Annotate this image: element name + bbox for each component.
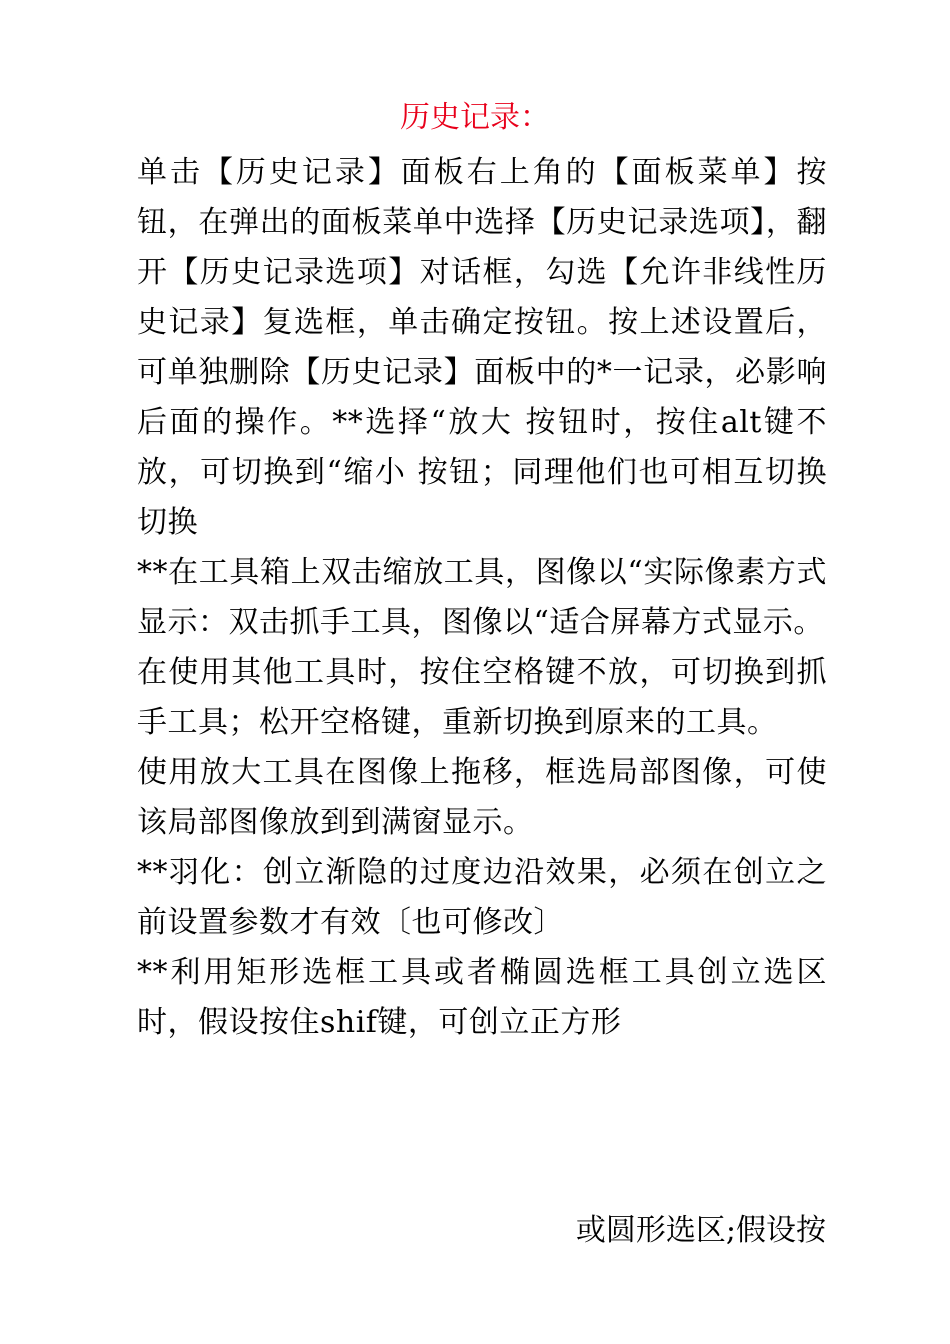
document-title: 历史记录： bbox=[400, 100, 550, 135]
continuation-text: 或圆形选区;假设按 bbox=[575, 1213, 826, 1248]
paragraph-zoom-drag: 使用放大工具在图像上拖移，框选局部图像，可使该局部图像放到到满窗显示。 bbox=[137, 755, 827, 840]
paragraph-feather: **羽化：创立渐隐的过度边沿效果，必须在创立之前设置参数才有效〔也可修改〕 bbox=[137, 855, 827, 940]
paragraph-history-options: 单击【历史记录】面板右上角的【面板菜单】按钮，在弹出的面板菜单中选择【历史记录选项】，翻开【历史记录选项】对话框，勾选【允许非线性历史记录】复选框，单击确定按钮。按上述设置后，可单独删除【历史记录】面板中的*一记录，必影响后面的操作。**选择“放大 按钮时，按住alt键不放，可切换到“缩小 按钮；同理他们也可相互切换切换 bbox=[137, 155, 827, 540]
paragraph-space-key: 在使用其他工具时，按住空格键不放，可切换到抓手工具；松开空格键，重新切换到原来的工具。 bbox=[137, 655, 827, 740]
document-body bbox=[137, 148, 827, 1048]
paragraph-zoom-hand-tool: **在工具箱上双击缩放工具，图像以“实际像素方式显示：双击抓手工具，图像以“适合屏幕方式显示。 bbox=[137, 555, 827, 640]
paragraph-marquee-tool: **利用矩形选框工具或者椭圆选框工具创立选区时，假设按住shif键，可创立正方形 bbox=[137, 955, 827, 1040]
